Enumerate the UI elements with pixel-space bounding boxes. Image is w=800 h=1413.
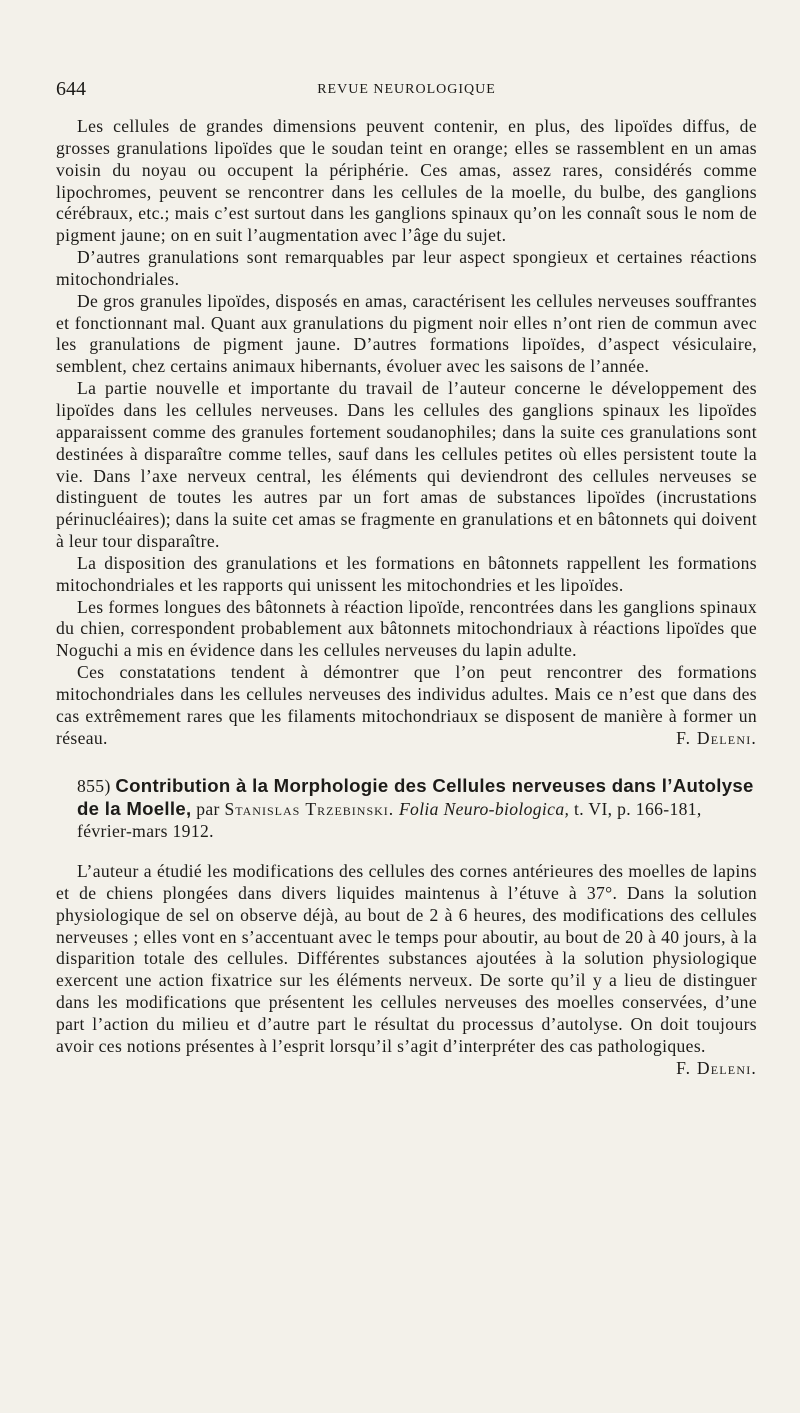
review-title: Contribution à la Morphologie des Cellules nerveuses dans l’Autolyse de la Moelle, — [77, 775, 754, 820]
page-number: 644 — [56, 78, 86, 100]
paragraph: Les formes longues des bâtonnets à réaction lipoïde, rencontrées dans les ganglions spinaux du chien, correspondent probablement aux bâtonnets mitochondriaux à réactions lipoïdes que Noguchi a mis en évidence dans les cellules nerveuses du lapin adulte. — [56, 596, 757, 661]
reviewer-signature: F. Deleni. — [676, 727, 757, 748]
paragraph-with-signature — [56, 861, 757, 1078]
review-author: Stanislas Trzebinski. — [224, 799, 395, 820]
paragraph: D’autres granulations sont remarquables par leur aspect spongieux et certaines réactions mitochondriales. — [56, 247, 757, 289]
review-by: par — [196, 799, 220, 820]
body-text — [56, 116, 757, 1079]
running-title: REVUE NEUROLOGIQUE — [317, 82, 496, 97]
paragraph-text: Ces constatations tendent à démontrer que l’on peut rencontrer des formations mitochondriales dans les cellules nerveuses des individus adultes. Mais ce n’est que dans des cas extrêmement rares que les filaments mitochondriaux se disposent de manière à former un réseau. — [56, 662, 757, 748]
review-citation: t. VI, p. 166-181, février-mars 1912. — [77, 799, 702, 842]
reviewer-signature: F. Deleni. — [676, 1057, 757, 1078]
spacer — [56, 843, 757, 861]
paragraph: La partie nouvelle et importante du travail de l’auteur concerne le développement des lipoïdes dans les cellules nerveuses. Dans les cellules des ganglions spinaux les lipoïdes apparaissent comme des granules fortement soudanophiles; dans la suite ces granulations sont destinées à disparaître comme telles, sauf dans les cellules petites où elles persistent toute la vie. Dans l’axe nerveux central, les éléments qui deviendront des cellules nerveuses se distinguent de toutes les autres par un fort amas de substances lipoïdes (incrustations périnucléaires); dans la suite cet amas se fragmente en granulations et en bâtonnets qui doivent à leur tour disparaître. — [56, 378, 757, 552]
paragraph-text: L’auteur a étudié les modifications des cellules des cornes antérieures des moelles de lapins et de chiens plongées dans divers liquides maintenus à l’étuve à 37°. Dans la solution physiologique de sel on observe déjà, au bout de 2 à 6 heures, des modifications des cellules nerveuses ; elles vont en s’accentuant avec le temps pour aboutir, au bout de 20 à 40 jours, à la disparition totale des cellules. Différentes substances ajoutées à la solution physiologique exercent une action fixatrice sur les éléments nerveux. De sorte qu’il y a lieu de distinguer dans les modifications que présentent les cellules nerveuses des moelles conservées, d’une part l’action du milieu et d’autre part le résultat du processus d’autolyse. On doit toujours avoir ces notions présentes à l’esprit lorsqu’il s’agit d’interpréter des cas pathologiques. — [56, 861, 757, 1056]
paragraph: Les cellules de grandes dimensions peuvent contenir, en plus, des lipoïdes diffus, de grosses granulations lipoïdes que le soudan teint en orange; elles se rassemblent en un amas voisin du noyau ou occupent la périphérie. Ces amas, assez rares, considérés comme lipochromes, peuvent se rencontrer dans les cellules de la moelle, du bulbe, des ganglions cérébraux, etc.; mais c’est surtout dans les ganglions spinaux qu’on les connaît sous le nom de pigment jaune; on en suit l’augmentation avec l’âge du sujet. — [56, 116, 757, 246]
review-heading — [56, 775, 757, 843]
paragraph: La disposition des granulations et les formations en bâtonnets rappellent les formations mitochondriales et les rapports qui unissent les mitochondries et les lipoïdes. — [56, 552, 757, 595]
review-number: 855) — [77, 776, 111, 797]
review-journal: Folia Neuro-biologica, — [398, 799, 570, 820]
paragraph-with-signature — [56, 662, 757, 749]
paragraph: De gros granules lipoïdes, disposés en amas, caractérisent les cellules nerveuses souffrantes et fonctionnant mal. Quant aux granulations du pigment noir elles n’ont rien de commun avec les granulations de pigment jaune. D’autres formations lipoïdes, d’aspect vésiculaire, semblent, chez certains animaux hibernants, évoluer avec les saisons de l’année. — [56, 290, 757, 377]
page-header — [56, 78, 757, 102]
